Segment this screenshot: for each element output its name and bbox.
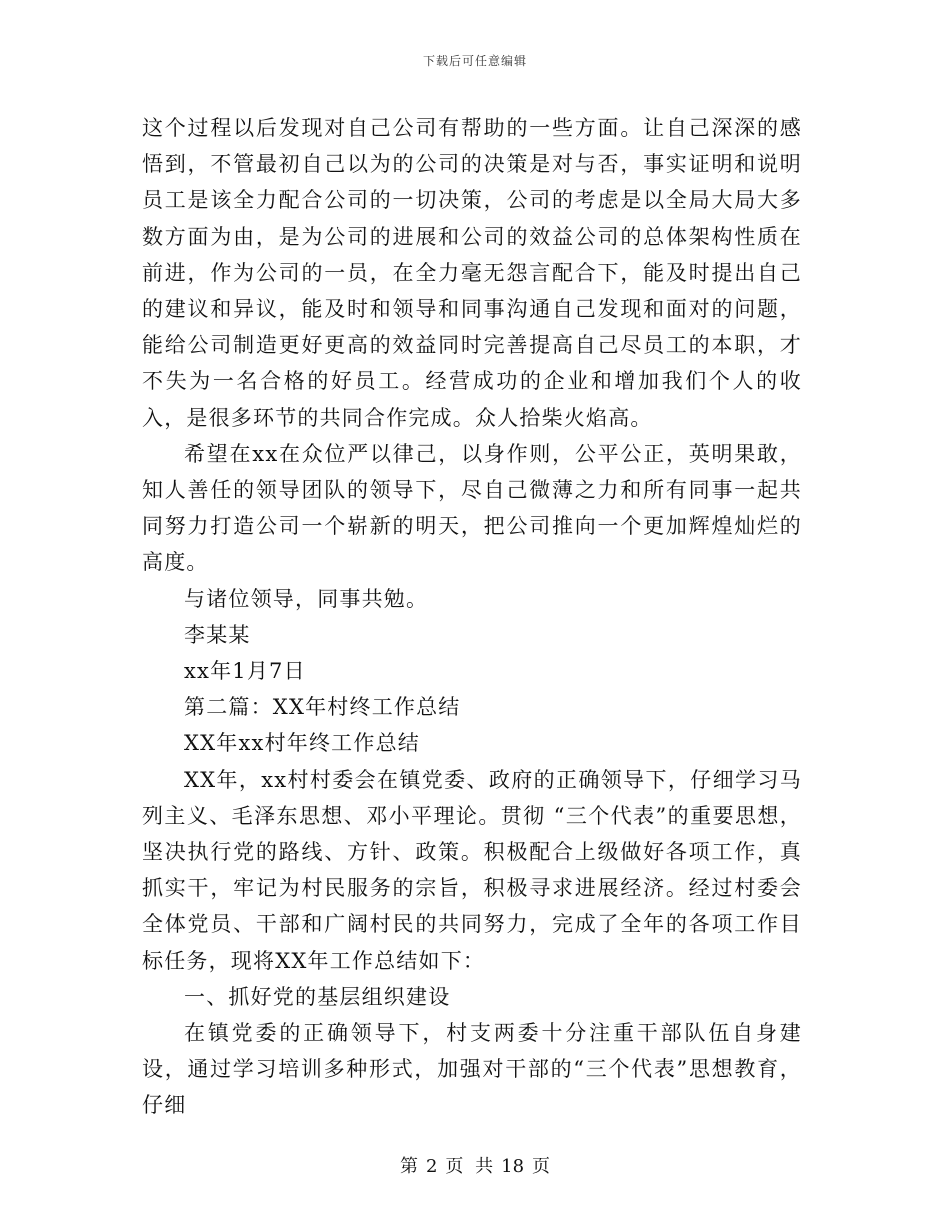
signature-date: xx年1月7日: [184, 659, 306, 684]
paragraph-party-building: 在镇党委的正确领导下，村支两委十分注重干部队伍自身建设，通过学习培训多种形式，加强对干部的“三个代表”思想教育，仔细: [142, 1021, 802, 1118]
footer-prefix: 第: [399, 1156, 418, 1177]
document-title: XX年xx村年终工作总结: [184, 731, 420, 756]
footer-suffix: 页: [532, 1156, 551, 1177]
page-footer: [0, 1156, 950, 1178]
footer-middle: 页 共: [445, 1156, 494, 1177]
footer-page-number: 2: [425, 1156, 438, 1177]
paragraph-continuation: 这个过程以后发现对自己公司有帮助的一些方面。让自己深深的感悟到，不管最初自己以为的公司的决策是对与否，事实证明和说明员工是该全力配合公司的一切决策，公司的考虑是以全局大局大多数方面为由，是为公司的进展和公司的效益公司的总体架构性质在前进，作为公司的一员，在全力毫无怨言配合下，能及时提出自己的建议和异议，能及时和领导和同事沟通自己发现和面对的问题，能给公司制造更好更高的效益同时完善提高自己尽员工的本职，才不失为一名合格的好员工。经营成功的企业和增加我们个人的收入，是很多环节的共同合作完成。众人拾柴火焰高。: [142, 116, 802, 430]
subsection-heading: 一、抓好党的基层组织建设: [184, 984, 451, 1009]
paragraph-closing: 与诸位领导，同事共勉。: [184, 586, 429, 611]
signature-name: 李某某: [184, 622, 251, 647]
section-heading: 第二篇：XX年村终工作总结: [184, 695, 461, 720]
document-body: [142, 110, 802, 1124]
paragraph-hope: 希望在xx在众位严以律己，以身作则，公平公正，英明果敢，知人善任的领导团队的领导下，尽自己微薄之力和所有同事一起共同努力打造公司一个崭新的明天，把公司推向一个更加辉煌灿烂的高度。: [142, 441, 802, 575]
footer-total-pages: 18: [501, 1156, 525, 1177]
page-header-note: 下载后可任意编辑: [422, 54, 527, 68]
paragraph-intro: XX年，xx村村委会在镇党委、政府的正确领导下，仔细学习马列主义、毛泽东思想、邓小平理论。贯彻 “三个代表”的重要思想，坚决执行党的路线、方针、政策。积极配合上级做好各项工作，真抓实干，牢记为村民服务的宗旨，积极寻求进展经济。经过村委会全体党员、干部和广阔村民的共同努力，完成了全年的各项工作目标任务，现将XX年工作总结如下：: [142, 767, 802, 973]
